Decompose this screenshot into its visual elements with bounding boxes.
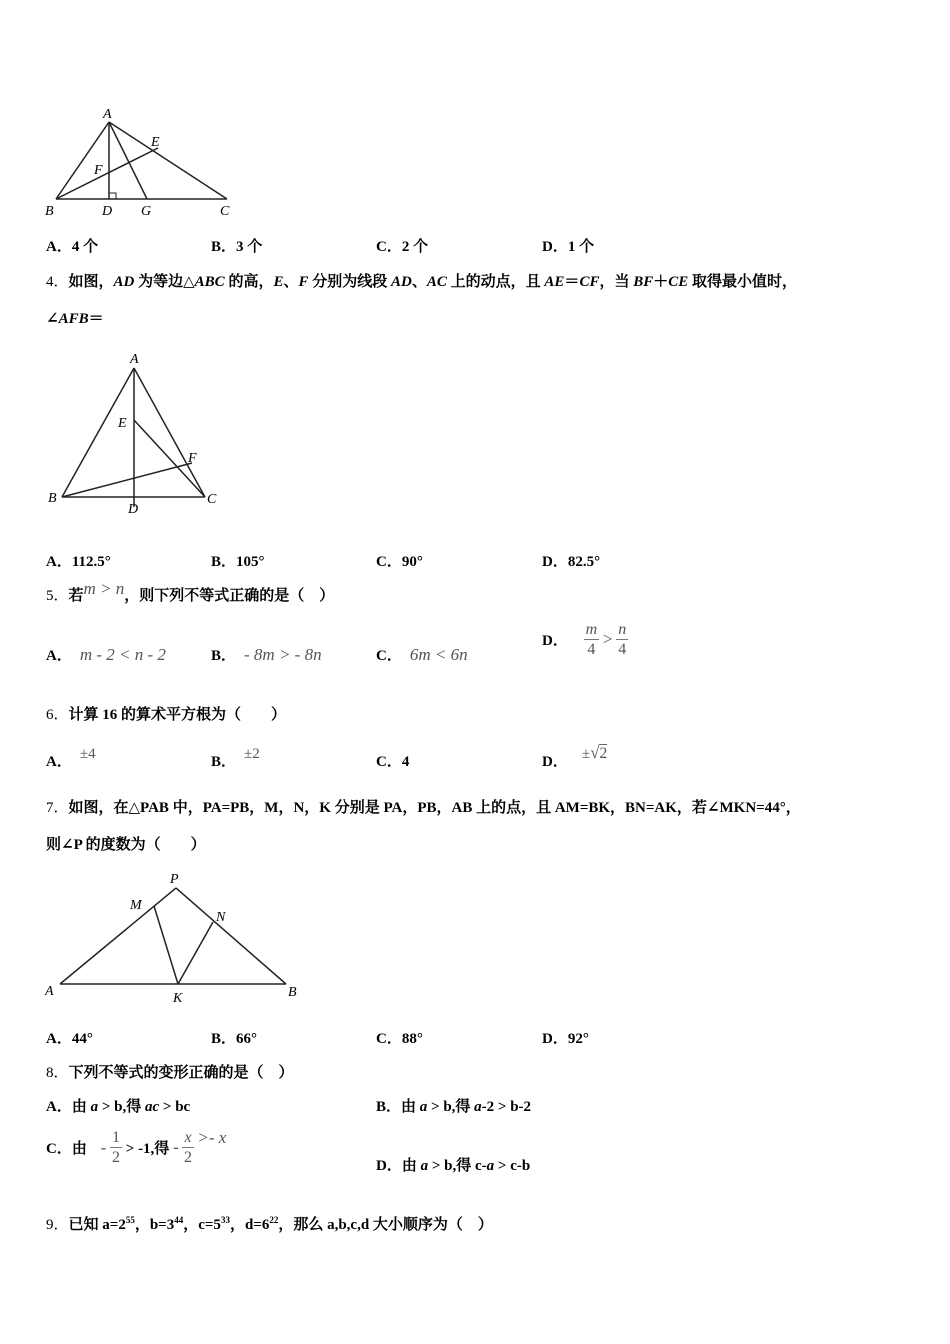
q9-stem: 9．已知 $a=2^{55}$，$b=3^{44}$，$c=5^{33}$，$d=6^{22}$，那么 a,b,c,d 大小顺序为（ ） [46,1215,493,1233]
q4-stem-line2: ∠AFB＝ [46,311,104,327]
q6-option-a[interactable]: A． ±4 [46,746,96,770]
q7-stem-line1: 7．如图，在△PAB 中，PA=PB，M，N，K 分别是 PA，PB，AB 上的点，且 AM=BK，BN=AK，若∠MKN=44°， [46,800,801,816]
q3-option-d[interactable]: D．1 个 [542,239,595,255]
q4-stem-line1: 4．如图，AD 为等边△ABC 的高，E、F 分别为线段 AD、AC 上的动点，且 AE＝CF，当 BF＋CE 取得最小值时， [46,274,798,290]
q3-option-a[interactable]: A．4 个 [46,239,99,255]
q7-option-b[interactable]: B．66° [211,1031,258,1047]
q5-option-d[interactable]: D． $\frac{m}{4}$ > $\frac{n}{4}$ [542,621,627,658]
q7-label-m: M [130,898,142,913]
q7-label-b: B [288,985,297,1000]
q4-label-e: E [118,416,127,431]
q4-option-d[interactable]: D．82.5° [542,554,601,570]
q8-stem: 8．下列不等式的变形正确的是（ ） [46,1065,294,1081]
q4-label-c: C [207,492,217,507]
q5-option-c[interactable]: C． 6m < 6n [376,645,468,664]
q6-option-c[interactable]: C．4 [376,754,410,770]
q7-stem-line2: 则∠P 的度数为（ ） [46,837,206,853]
q3-label-c: C [220,204,230,219]
q3-option-c[interactable]: C．2 个 [376,239,429,255]
q4-option-c[interactable]: C．90° [376,554,423,570]
q5-option-a[interactable]: A． m - 2 < n - 2 [46,645,166,664]
q7-label-k: K [173,991,183,1006]
q8-option-d[interactable]: D．由 a > b,得 c-a > c-b [376,1158,531,1174]
q7-option-c[interactable]: C．88° [376,1031,423,1047]
q3-label-a: A [103,107,112,122]
q6-stem: 6．计算 16 的算术平方根为（ ） [46,707,287,723]
q3-label-e: E [151,135,160,150]
q7-label-a: A [45,984,54,999]
q7-option-a[interactable]: A．44° [46,1031,93,1047]
q4-label-f: F [188,451,197,466]
q4-figure [40,345,230,520]
q5-stem: 5．若m > n，则下列不等式正确的是（ ） [46,579,335,604]
q8-option-a[interactable]: A．由 a > b,得 ac > bc [46,1099,191,1115]
q3-label-b: B [45,204,54,219]
q8-option-b[interactable]: B．由 a > b,得 a-2 > b-2 [376,1099,532,1115]
q4-option-a[interactable]: A．112.5° [46,554,111,570]
q4-label-a: A [130,352,139,367]
q3-option-b[interactable]: B．3 个 [211,239,263,255]
q6-option-b[interactable]: B． ±2 [211,746,260,770]
q3-label-f: F [94,163,103,178]
q5-option-b[interactable]: B． - 8m > - 8n [211,645,322,664]
q7-label-p: P [170,872,179,887]
q3-label-g: G [141,204,152,219]
q4-option-b[interactable]: B．105° [211,554,265,570]
q3-label-d: D [102,204,113,219]
q6-option-d[interactable]: D． ±√2 [542,743,608,770]
q3-figure [40,100,250,225]
q4-label-d: D [128,502,139,517]
q7-label-n: N [216,910,226,925]
q7-option-d[interactable]: D．92° [542,1031,589,1047]
q8-option-c[interactable]: C．由 - $\frac{1}{2}$ > -1,得 - $\frac{x}{2}$ >- x [46,1127,227,1166]
sqrt-symbol-icon: √ [590,743,600,762]
q4-label-b: B [48,491,57,506]
q7-figure [40,868,302,1008]
